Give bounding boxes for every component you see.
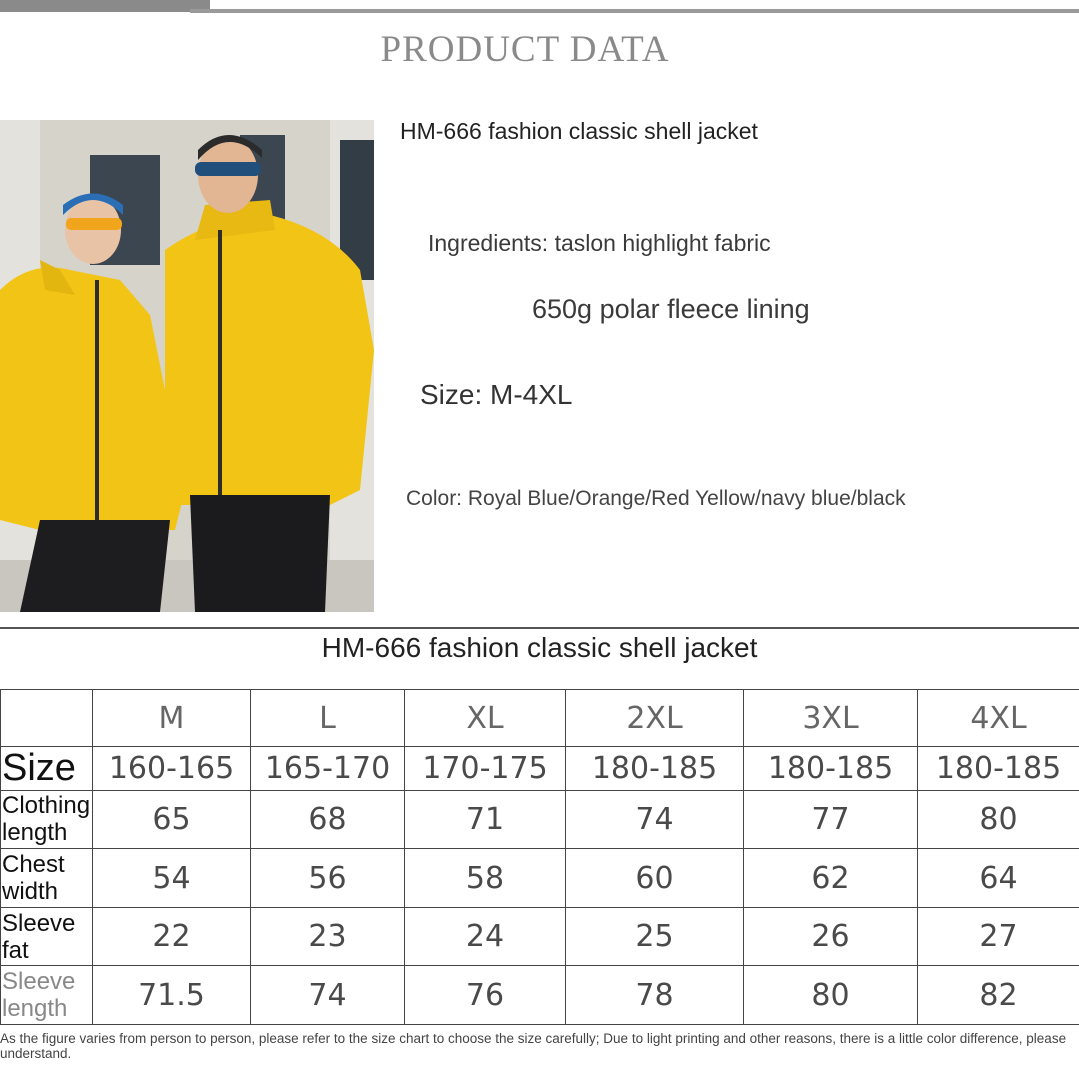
table-cell: 82 — [918, 966, 1079, 1025]
table-cell: 71 — [405, 790, 566, 849]
table-row — [1, 849, 1079, 908]
size-chart-corner — [1, 690, 93, 747]
table-cell: 62 — [744, 849, 918, 908]
table-cell: 60 — [566, 849, 744, 908]
table-cell: 27 — [918, 907, 1079, 966]
table-cell: 23 — [251, 907, 405, 966]
table-row — [1, 747, 1079, 791]
product-lining: 650g polar fleece lining — [532, 294, 810, 324]
top-decorative-band — [0, 0, 1079, 14]
column-header: XL — [405, 690, 566, 747]
row-label-sleeve-length: Sleeve length — [1, 966, 93, 1025]
table-cell: 24 — [405, 907, 566, 966]
table-cell: 65 — [93, 790, 251, 849]
table-row — [1, 907, 1079, 966]
column-header: M — [93, 690, 251, 747]
table-cell: 76 — [405, 966, 566, 1025]
table-cell: 180-185 — [566, 747, 744, 791]
row-label-sleeve-fat: Sleeve fat — [1, 907, 93, 966]
product-photo-illustration — [0, 120, 374, 612]
column-header: L — [251, 690, 405, 747]
table-cell: 56 — [251, 849, 405, 908]
table-cell: 74 — [251, 966, 405, 1025]
table-row — [1, 966, 1079, 1025]
table-cell: 64 — [918, 849, 1079, 908]
table-cell: 22 — [93, 907, 251, 966]
section-title: PRODUCT DATA — [380, 29, 670, 70]
column-header: 3XL — [744, 690, 918, 747]
table-cell: 54 — [93, 849, 251, 908]
product-ingredients: Ingredients: taslon highlight fabric — [428, 230, 771, 256]
row-label-chest-width: Chest width — [1, 849, 93, 908]
table-cell: 68 — [251, 790, 405, 849]
table-cell: 77 — [744, 790, 918, 849]
table-top-rule — [0, 627, 1079, 629]
table-cell: 180-185 — [744, 747, 918, 791]
table-cell: 80 — [918, 790, 1079, 849]
top-band-rule — [190, 9, 1079, 13]
size-chart-header-row — [1, 690, 1079, 747]
size-chart-caption: HM-666 fashion classic shell jacket — [321, 632, 758, 663]
table-cell: 58 — [405, 849, 566, 908]
table-cell: 160-165 — [93, 747, 251, 791]
product-size-range: Size: M-4XL — [420, 379, 573, 410]
table-cell: 78 — [566, 966, 744, 1025]
table-cell: 180-185 — [918, 747, 1079, 791]
row-label-clothing-length: Clothing length — [1, 790, 93, 849]
row-label-size: Size — [1, 747, 93, 791]
table-cell: 80 — [744, 966, 918, 1025]
size-chart-table — [0, 689, 1079, 1025]
table-cell: 25 — [566, 907, 744, 966]
product-name: HM-666 fashion classic shell jacket — [400, 118, 758, 144]
table-cell: 74 — [566, 790, 744, 849]
table-cell: 165-170 — [251, 747, 405, 791]
table-cell: 26 — [744, 907, 918, 966]
column-header: 4XL — [918, 690, 1079, 747]
table-row — [1, 790, 1079, 849]
table-cell: 71.5 — [93, 966, 251, 1025]
table-cell: 170-175 — [405, 747, 566, 791]
footnote: As the figure varies from person to person, please refer to the size chart to choose the size carefully; Due to light printing and other reasons, there is a little color difference, please understand. — [0, 1031, 1067, 1061]
column-header: 2XL — [566, 690, 744, 747]
product-colors: Color: Royal Blue/Orange/Red Yellow/navy blue/black — [406, 487, 906, 510]
product-photo — [0, 120, 374, 612]
top-band-dark-segment — [0, 0, 210, 12]
